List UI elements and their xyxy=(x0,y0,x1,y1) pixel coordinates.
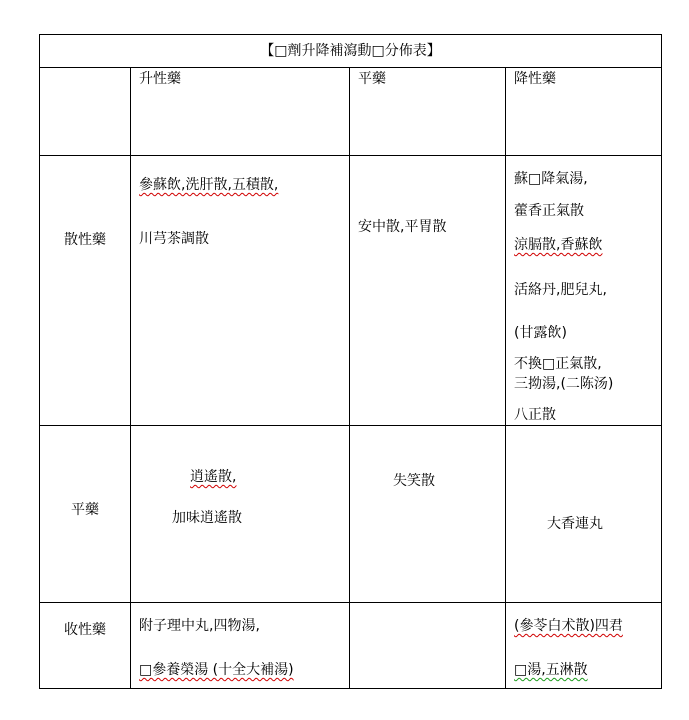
formula-text: 參蘇飲,洗肝散,五積散, xyxy=(139,177,279,193)
formula-text: □參養榮湯 (十全大補湯) xyxy=(139,662,294,678)
list-item: 不換□正氣散, xyxy=(514,356,602,372)
row-label-dispersing-text: 散性藥 xyxy=(64,232,106,248)
cell-neutral-neutral xyxy=(350,426,506,603)
row-label-astringent-text: 收性藥 xyxy=(64,622,106,638)
list-item: 失笑散 xyxy=(393,473,435,489)
table-row-neutral xyxy=(40,426,662,603)
list-item xyxy=(139,176,278,194)
header-neutral xyxy=(350,68,506,156)
list-item: 活絡丹,肥兒丸, xyxy=(514,282,607,298)
list-item: 逍遙散, xyxy=(190,469,237,485)
list-item: 大香連丸 xyxy=(547,516,603,532)
table-row-dispersing xyxy=(40,156,662,426)
row-label-astringent xyxy=(40,603,131,689)
cell-dispersing-neutral xyxy=(350,156,506,426)
list-item xyxy=(139,661,294,679)
header-corner xyxy=(40,68,131,156)
header-rising xyxy=(131,68,350,156)
list-item: 蘇□降氣湯, xyxy=(514,171,588,187)
list-item: 藿香正氣散 xyxy=(514,203,584,219)
cell-astringent-neutral xyxy=(350,603,506,689)
cell-neutral-rising xyxy=(131,426,350,603)
header-neutral-label: 平藥 xyxy=(358,71,386,87)
distribution-table xyxy=(39,34,662,689)
cell-dispersing-descending xyxy=(506,156,662,426)
cell-astringent-descending xyxy=(506,603,662,689)
list-item: 安中散,平胃散 xyxy=(358,219,447,235)
header-rising-label: 升性藥 xyxy=(139,71,181,87)
formula-text: □湯,五淋散 xyxy=(514,662,588,678)
formula-text: (參苓白术散)四君 xyxy=(514,618,623,634)
cell-astringent-rising xyxy=(131,603,350,689)
list-item: 加味逍遙散 xyxy=(172,510,242,526)
row-label-neutral-text: 平藥 xyxy=(71,502,99,518)
list-item: 八正散 xyxy=(514,407,556,423)
table-row-astringent xyxy=(40,603,662,689)
list-item: 涼膈散,香蘇飲 xyxy=(514,237,603,253)
list-item xyxy=(514,661,588,679)
list-item: (甘露飲) xyxy=(514,325,567,341)
list-item: 川芎茶調散 xyxy=(139,231,209,247)
header-descending-label: 降性藥 xyxy=(514,71,556,87)
list-item: 附子理中丸,四物湯, xyxy=(139,618,260,634)
list-item xyxy=(514,617,623,635)
header-descending xyxy=(506,68,662,156)
row-label-neutral xyxy=(40,426,131,603)
list-item: 三拗湯,(二陈汤) xyxy=(514,376,614,392)
table-title: 【□劑升降補瀉動□分佈表】 xyxy=(40,35,662,68)
cell-neutral-descending xyxy=(506,426,662,603)
row-label-dispersing xyxy=(40,156,131,426)
cell-dispersing-rising xyxy=(131,156,350,426)
